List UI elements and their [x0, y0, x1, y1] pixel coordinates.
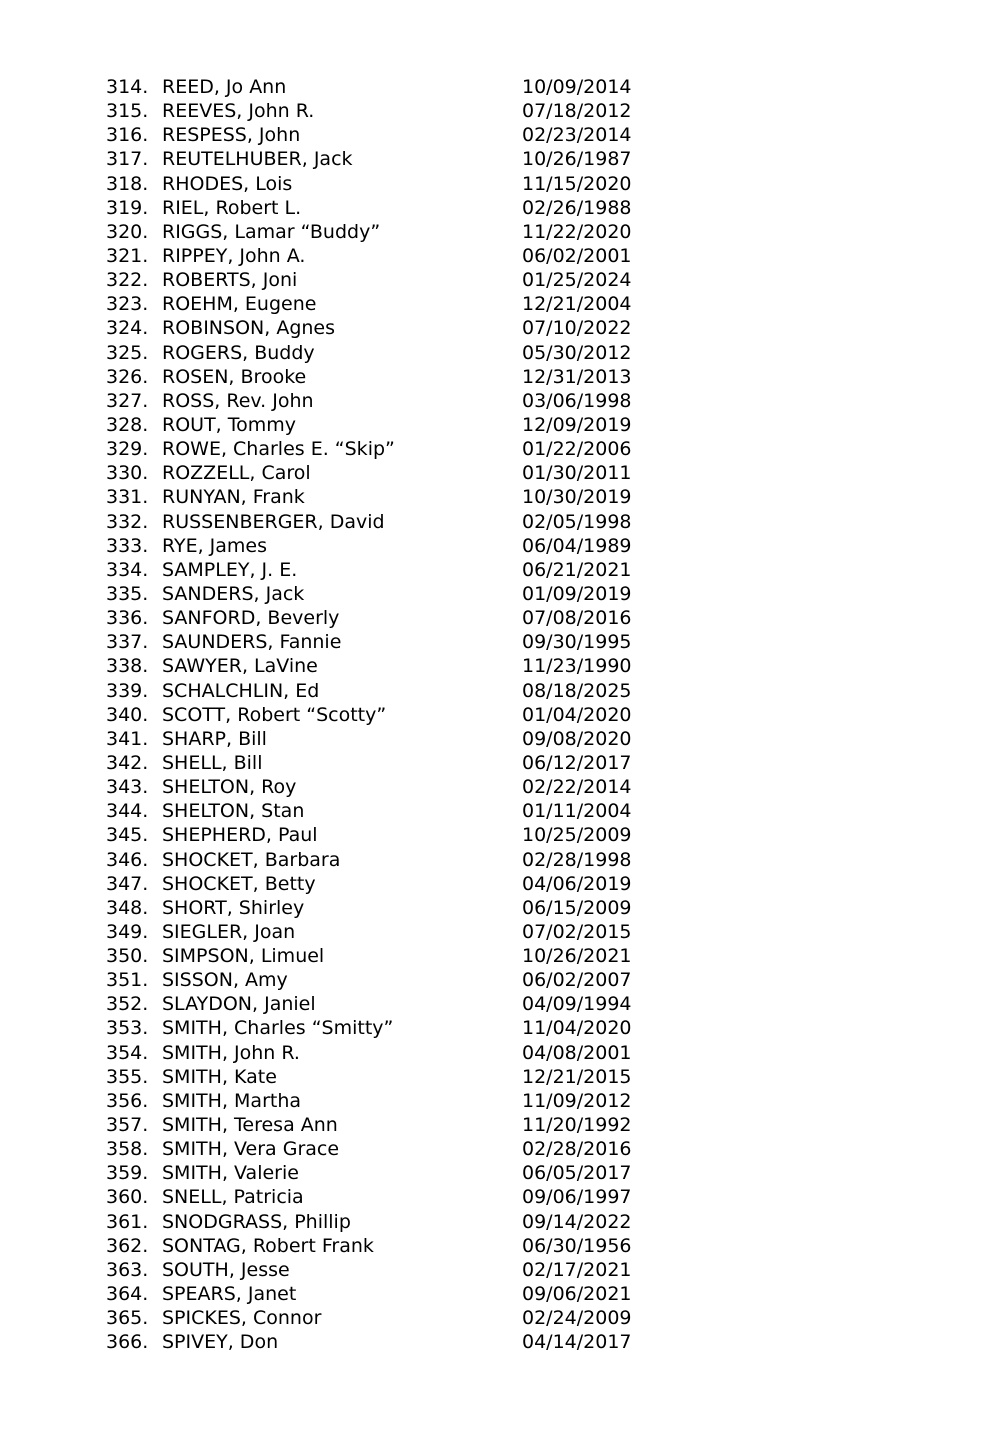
entry-name: SMITH, Martha: [162, 1089, 302, 1112]
entry-name: SHOCKET, Betty: [162, 872, 316, 895]
list-item: [106, 75, 706, 99]
entry-number: 344.: [106, 800, 149, 823]
entry-number: 366.: [106, 1331, 149, 1354]
entry-date: 12/21/2015: [522, 1065, 632, 1088]
entry-date: 10/26/1987: [522, 148, 632, 171]
list-item: [106, 992, 706, 1016]
entry-name: SHARP, Bill: [162, 727, 267, 750]
list-item: [106, 1137, 706, 1161]
list-item: [106, 220, 706, 244]
entry-date: 02/17/2021: [522, 1258, 632, 1281]
entry-date: 02/05/1998: [522, 510, 632, 533]
list-item: [106, 582, 706, 606]
list-item: [106, 510, 706, 534]
list-item: [106, 848, 706, 872]
entry-number: 331.: [106, 486, 149, 509]
entry-date: 11/04/2020: [522, 1017, 632, 1040]
list-item: [106, 1016, 706, 1040]
list-item: [106, 1258, 706, 1282]
entry-number: 317.: [106, 148, 149, 171]
entry-date: 06/12/2017: [522, 751, 632, 774]
entry-date: 02/28/2016: [522, 1138, 632, 1161]
entry-name: SMITH, Charles “Smitty”: [162, 1017, 394, 1040]
list-item: [106, 823, 706, 847]
entry-name: SCHALCHLIN, Ed: [162, 679, 320, 702]
entry-number: 343.: [106, 776, 149, 799]
entry-name: SNODGRASS, Phillip: [162, 1210, 351, 1233]
entry-number: 319.: [106, 196, 149, 219]
list-item: [106, 244, 706, 268]
entry-number: 334.: [106, 558, 149, 581]
entry-date: 04/09/1994: [522, 993, 632, 1016]
entry-number: 326.: [106, 365, 149, 388]
list-item: [106, 1113, 706, 1137]
list-item: [106, 99, 706, 123]
entry-date: 12/31/2013: [522, 365, 632, 388]
entry-number: 327.: [106, 389, 149, 412]
entry-name: RYE, James: [162, 534, 268, 557]
entry-date: 01/30/2011: [522, 462, 632, 485]
entry-number: 354.: [106, 1041, 149, 1064]
entry-number: 361.: [106, 1210, 149, 1233]
list-item: [106, 1306, 706, 1330]
list-item: [106, 1089, 706, 1113]
entry-date: 09/14/2022: [522, 1210, 632, 1233]
entry-date: 03/06/1998: [522, 389, 632, 412]
entry-name: ROWE, Charles E. “Skip”: [162, 438, 395, 461]
entry-name: REEVES, John R.: [162, 100, 315, 123]
entry-number: 364.: [106, 1283, 149, 1306]
entry-date: 06/04/1989: [522, 534, 632, 557]
entry-date: 01/25/2024: [522, 269, 632, 292]
entry-name: REED, Jo Ann: [162, 76, 287, 98]
entry-date: 11/15/2020: [522, 172, 632, 195]
entry-number: 332.: [106, 510, 149, 533]
list-item: [106, 920, 706, 944]
entry-number: 359.: [106, 1162, 149, 1185]
entry-date: 10/09/2014: [522, 76, 632, 98]
entry-number: 337.: [106, 631, 149, 654]
entry-name: ROBERTS, Joni: [162, 269, 298, 292]
entry-name: SHEPHERD, Paul: [162, 824, 318, 847]
entry-date: 02/26/1988: [522, 196, 632, 219]
entry-number: 349.: [106, 920, 149, 943]
entry-name: SHORT, Shirley: [162, 896, 305, 919]
entry-name: SPEARS, Janet: [162, 1283, 297, 1306]
entry-date: 04/08/2001: [522, 1041, 632, 1064]
list-item: [106, 147, 706, 171]
entry-name: SIEGLER, Joan: [162, 920, 296, 943]
list-item: [106, 872, 706, 896]
entry-number: 330.: [106, 462, 149, 485]
entry-date: 12/09/2019: [522, 413, 632, 436]
entry-date: 04/14/2017: [522, 1331, 632, 1354]
list-item: [106, 1282, 706, 1306]
entry-date: 09/30/1995: [522, 631, 632, 654]
list-item: [106, 389, 706, 413]
entry-name: SANFORD, Beverly: [162, 607, 340, 630]
entry-date: 10/26/2021: [522, 945, 632, 968]
entry-name: ROEHM, Eugene: [162, 293, 317, 316]
list-item: [106, 896, 706, 920]
entry-number: 338.: [106, 655, 149, 678]
entry-date: 02/28/1998: [522, 848, 632, 871]
entry-number: 339.: [106, 679, 149, 702]
entry-date: 06/02/2001: [522, 244, 632, 267]
list-item: [106, 775, 706, 799]
list-item: [106, 268, 706, 292]
entry-name: SMITH, Kate: [162, 1065, 277, 1088]
entry-name: SIMPSON, Limuel: [162, 945, 325, 968]
list-item: [106, 679, 706, 703]
entry-name: ROBINSON, Agnes: [162, 317, 336, 340]
entry-number: 329.: [106, 438, 149, 461]
entry-name: SANDERS, Jack: [162, 582, 305, 605]
entry-date: 07/02/2015: [522, 920, 632, 943]
entry-number: 341.: [106, 727, 149, 750]
entry-name: SHELTON, Stan: [162, 800, 305, 823]
entry-number: 360.: [106, 1186, 149, 1209]
list-item: [106, 123, 706, 147]
entry-name: SMITH, John R.: [162, 1041, 300, 1064]
entry-date: 01/04/2020: [522, 703, 632, 726]
list-item: [106, 292, 706, 316]
list-item: [106, 654, 706, 678]
entry-number: 350.: [106, 945, 149, 968]
entry-number: 322.: [106, 269, 149, 292]
entry-name: SPIVEY, Don: [162, 1331, 279, 1354]
entry-number: 314.: [106, 76, 149, 98]
entry-number: 325.: [106, 341, 149, 364]
entry-number: 324.: [106, 317, 149, 340]
entry-date: 06/02/2007: [522, 969, 632, 992]
entry-name: ROZZELL, Carol: [162, 462, 311, 485]
entry-date: 02/24/2009: [522, 1307, 632, 1330]
list-item: [106, 606, 706, 630]
entry-date: 10/25/2009: [522, 824, 632, 847]
list-item: [106, 558, 706, 582]
entry-date: 10/30/2019: [522, 486, 632, 509]
entry-name: SHOCKET, Barbara: [162, 848, 341, 871]
entry-date: 09/08/2020: [522, 727, 632, 750]
entry-number: 321.: [106, 244, 149, 267]
list-item: [106, 1210, 706, 1234]
list-item: [106, 1185, 706, 1209]
entry-name: SMITH, Vera Grace: [162, 1138, 340, 1161]
list-item: [106, 1330, 706, 1354]
list-item: [106, 1065, 706, 1089]
entry-date: 02/22/2014: [522, 776, 632, 799]
list-item: [106, 968, 706, 992]
entry-number: 346.: [106, 848, 149, 871]
entry-name: ROSEN, Brooke: [162, 365, 307, 388]
entry-name: SMITH, Valerie: [162, 1162, 299, 1185]
entry-date: 11/09/2012: [522, 1089, 632, 1112]
entry-name: RESPESS, John: [162, 124, 301, 147]
entry-name: RUNYAN, Frank: [162, 486, 305, 509]
entry-date: 12/21/2004: [522, 293, 632, 316]
entry-name: SAMPLEY, J. E.: [162, 558, 298, 581]
entry-number: 363.: [106, 1258, 149, 1281]
entry-name: SONTAG, Robert Frank: [162, 1234, 374, 1257]
entry-number: 340.: [106, 703, 149, 726]
entry-name: RUSSENBERGER, David: [162, 510, 385, 533]
entry-number: 352.: [106, 993, 149, 1016]
entry-date: 02/23/2014: [522, 124, 632, 147]
entry-number: 316.: [106, 124, 149, 147]
entry-name: ROSS, Rev. John: [162, 389, 314, 412]
entry-date: 11/20/1992: [522, 1114, 632, 1137]
list-item: [106, 703, 706, 727]
entry-name: ROGERS, Buddy: [162, 341, 315, 364]
list-item: [106, 316, 706, 340]
entry-name: RIGGS, Lamar “Buddy”: [162, 220, 381, 243]
entry-name: SISSON, Amy: [162, 969, 288, 992]
list-item: [106, 196, 706, 220]
entry-number: 365.: [106, 1307, 149, 1330]
entry-date: 06/15/2009: [522, 896, 632, 919]
list-item: [106, 630, 706, 654]
entry-name: RIPPEY, John A.: [162, 244, 306, 267]
list-item: [106, 1161, 706, 1185]
entry-date: 11/23/1990: [522, 655, 632, 678]
entry-name: RHODES, Lois: [162, 172, 293, 195]
entry-number: 358.: [106, 1138, 149, 1161]
entry-name: SLAYDON, Janiel: [162, 993, 316, 1016]
entry-name: RIEL, Robert L.: [162, 196, 302, 219]
list-item: [106, 172, 706, 196]
entry-date: 07/08/2016: [522, 607, 632, 630]
entry-date: 09/06/2021: [522, 1283, 632, 1306]
entry-date: 01/09/2019: [522, 582, 632, 605]
list-item: [106, 1041, 706, 1065]
list-item: [106, 437, 706, 461]
entry-date: 01/22/2006: [522, 438, 632, 461]
entry-name: REUTELHUBER, Jack: [162, 148, 353, 171]
entry-list: [106, 75, 706, 1354]
entry-name: SHELTON, Roy: [162, 776, 297, 799]
entry-name: SAUNDERS, Fannie: [162, 631, 342, 654]
entry-name: SCOTT, Robert “Scotty”: [162, 703, 387, 726]
entry-number: 355.: [106, 1065, 149, 1088]
entry-date: 04/06/2019: [522, 872, 632, 895]
list-item: [106, 413, 706, 437]
entry-name: SMITH, Teresa Ann: [162, 1114, 338, 1137]
entry-number: 315.: [106, 100, 149, 123]
entry-number: 323.: [106, 293, 149, 316]
list-item: [106, 944, 706, 968]
entry-name: SAWYER, LaVine: [162, 655, 318, 678]
entry-number: 353.: [106, 1017, 149, 1040]
entry-name: SNELL, Patricia: [162, 1186, 304, 1209]
list-item: [106, 341, 706, 365]
list-item: [106, 1234, 706, 1258]
entry-number: 357.: [106, 1114, 149, 1137]
list-item: [106, 799, 706, 823]
entry-date: 06/21/2021: [522, 558, 632, 581]
list-item: [106, 461, 706, 485]
list-item: [106, 751, 706, 775]
entry-name: ROUT, Tommy: [162, 413, 297, 436]
entry-date: 11/22/2020: [522, 220, 632, 243]
entry-number: 345.: [106, 824, 149, 847]
entry-date: 07/10/2022: [522, 317, 632, 340]
entry-name: SHELL, Bill: [162, 751, 263, 774]
entry-number: 328.: [106, 413, 149, 436]
entry-number: 336.: [106, 607, 149, 630]
entry-number: 342.: [106, 751, 149, 774]
entry-number: 348.: [106, 896, 149, 919]
entry-date: 05/30/2012: [522, 341, 632, 364]
entry-date: 06/05/2017: [522, 1162, 632, 1185]
entry-number: 320.: [106, 220, 149, 243]
list-item: [106, 534, 706, 558]
entry-date: 01/11/2004: [522, 800, 632, 823]
list-item: [106, 365, 706, 389]
entry-number: 356.: [106, 1089, 149, 1112]
entry-number: 362.: [106, 1234, 149, 1257]
entry-date: 08/18/2025: [522, 679, 632, 702]
entry-number: 351.: [106, 969, 149, 992]
entry-name: SPICKES, Connor: [162, 1307, 322, 1330]
entry-number: 347.: [106, 872, 149, 895]
entry-number: 335.: [106, 582, 149, 605]
entry-name: SOUTH, Jesse: [162, 1258, 290, 1281]
entry-number: 333.: [106, 534, 149, 557]
entry-date: 06/30/1956: [522, 1234, 632, 1257]
entry-date: 07/18/2012: [522, 100, 632, 123]
list-item: [106, 485, 706, 509]
list-item: [106, 727, 706, 751]
entry-number: 318.: [106, 172, 149, 195]
entry-date: 09/06/1997: [522, 1186, 632, 1209]
